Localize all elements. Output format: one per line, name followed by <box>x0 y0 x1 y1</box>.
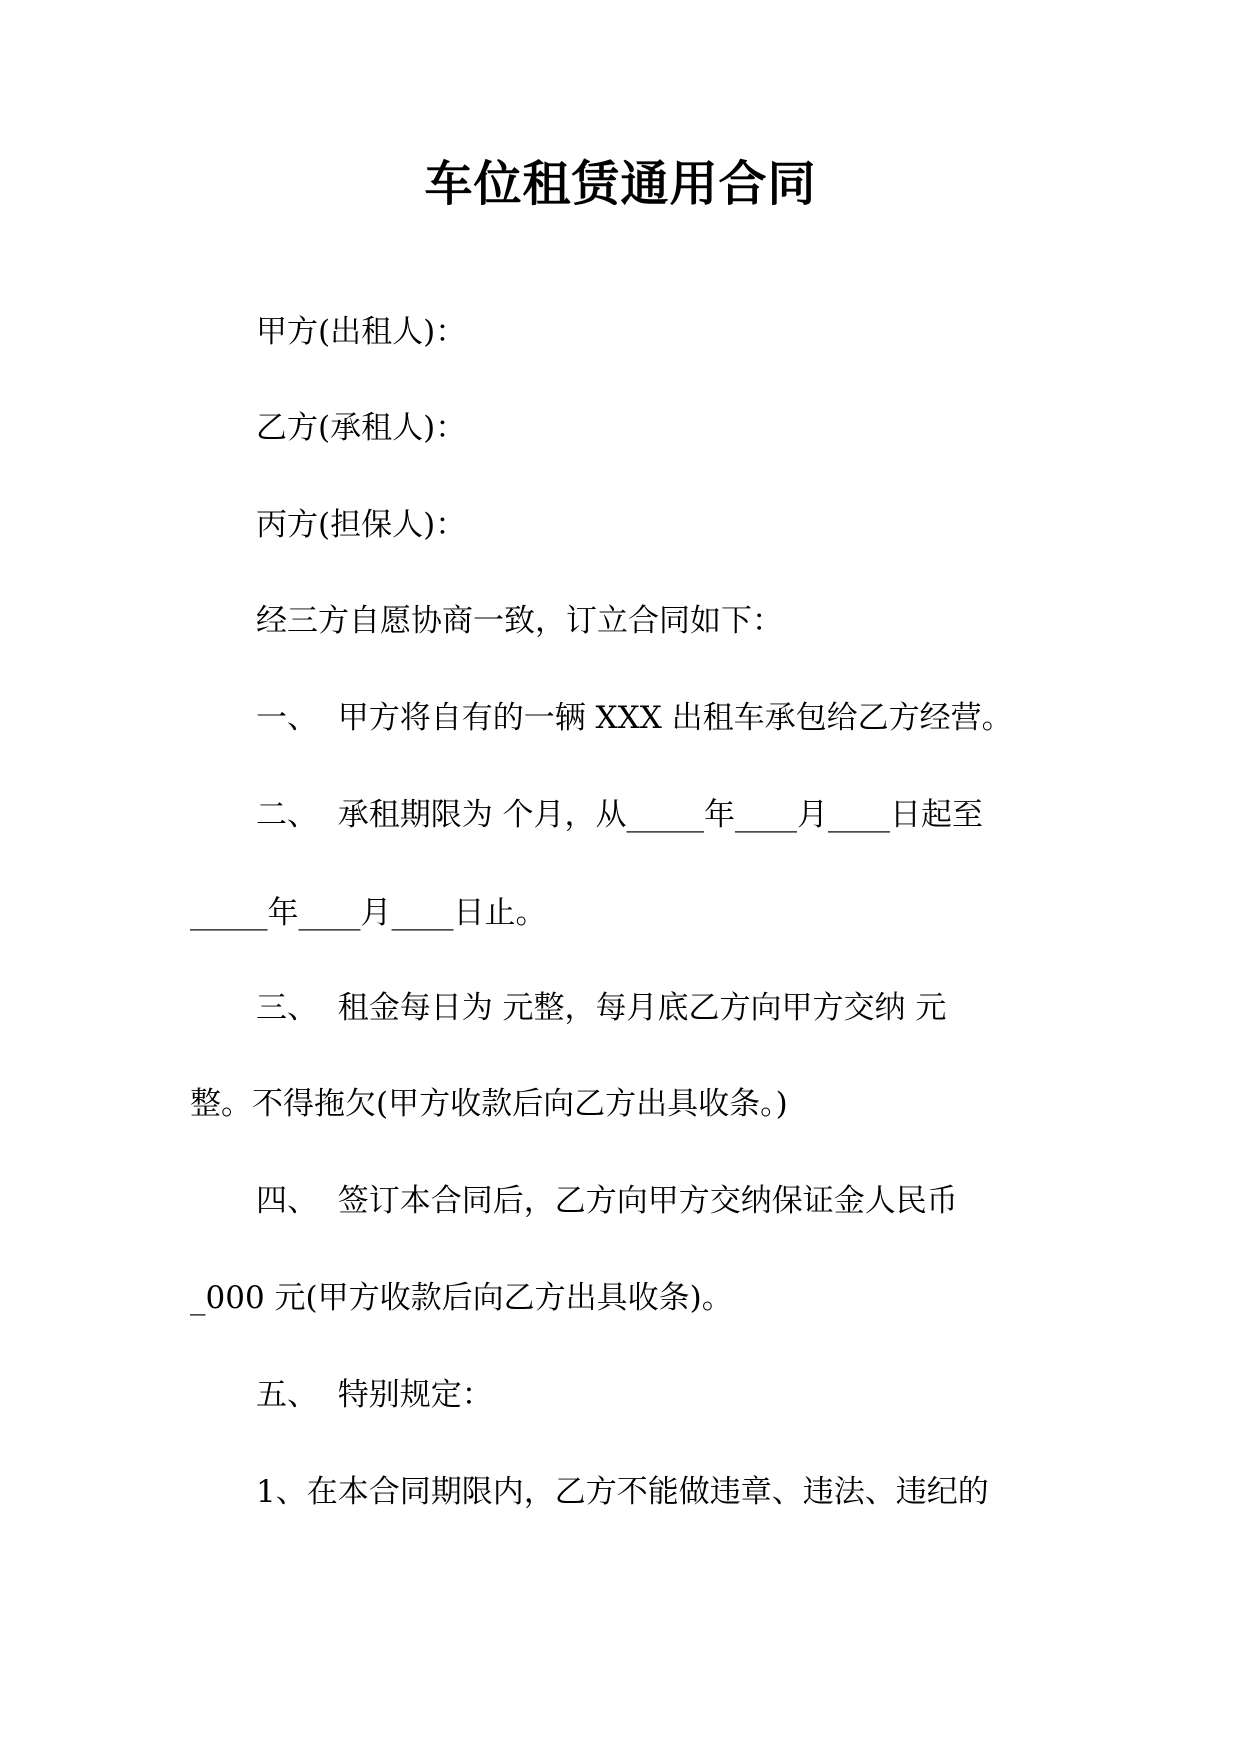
preamble-line: 经三方自愿协商一致，订立合同如下： <box>256 603 783 639</box>
clause-3-line-1: 三、 租金每日为 元整，每月底乙方向甲方交纳 元 <box>256 990 947 1026</box>
clause-5-item-1-line: 1、在本合同期限内，乙方不能做违章、违法、违纪的 <box>256 1474 989 1510</box>
clause-3-line-2: 整。不得拖欠(甲方收款后向乙方出具收条。) <box>190 1086 788 1122</box>
clause-4-line-2: _000 元(甲方收款后向乙方出具收条)。 <box>190 1280 733 1316</box>
party-c-line: 丙方(担保人)： <box>256 507 467 543</box>
clause-2-line-1: 二、 承租期限为 个月，从_____年____月____日起至 <box>256 797 984 833</box>
clause-2-line-2: _____年____月____日止。 <box>190 895 547 931</box>
party-a-line: 甲方(出租人)： <box>256 314 467 350</box>
document-title: 车位租赁通用合同 <box>424 156 817 212</box>
clause-1-line: 一、 甲方将自有的一辆 XXX 出租车承包给乙方经营。 <box>256 700 1013 736</box>
clause-5-heading: 五、 特别规定： <box>256 1377 493 1413</box>
clause-4-line-1: 四、 签订本合同后，乙方向甲方交纳保证金人民币 <box>256 1183 958 1219</box>
party-b-line: 乙方(承租人)： <box>256 410 467 446</box>
